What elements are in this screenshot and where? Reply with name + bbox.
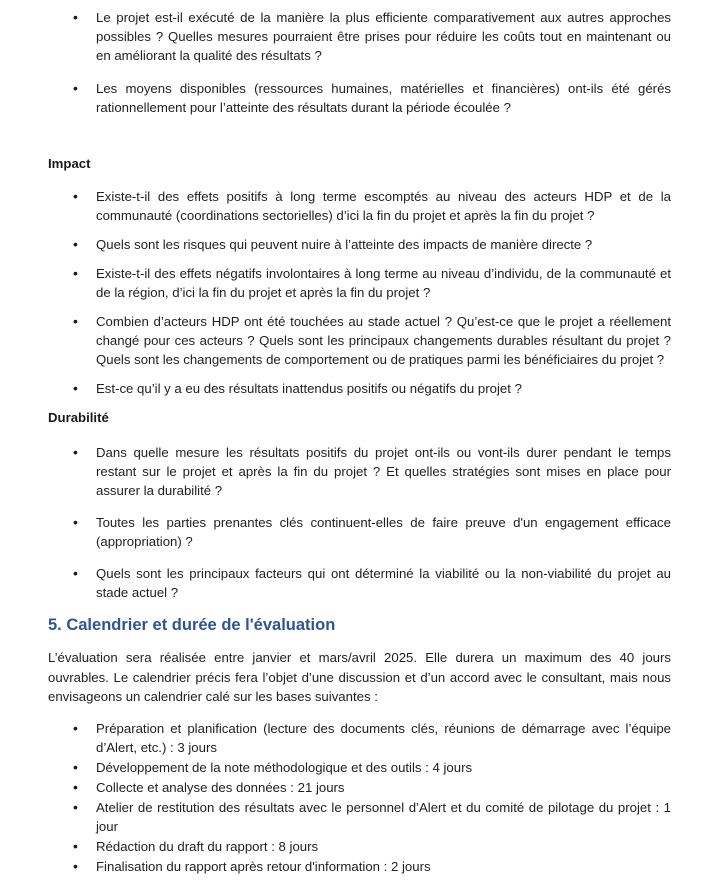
bullet-icon: • xyxy=(73,380,78,396)
list-item xyxy=(0,513,711,551)
schedule-text: Collecte et analyse des données : 21 jours xyxy=(96,780,345,795)
question-text: Quels sont les principaux facteurs qui ont déterminé la viabilité ou la non-viabilité du projet au stade actuel ? xyxy=(96,566,671,600)
question-text: Existe-t-il des effets négatifs involontaires à long terme au niveau d’individu, de la communauté et de la région, d’ici la fin du projet et après la fin du projet ? xyxy=(96,266,671,300)
bullet-icon: • xyxy=(73,313,78,329)
bullet-icon: • xyxy=(73,720,78,736)
bullet-icon: • xyxy=(73,514,78,530)
list-item xyxy=(0,264,711,302)
list-item xyxy=(0,857,711,876)
list-item xyxy=(0,8,711,65)
schedule-text: Développement de la note méthodologique et des outils : 4 jours xyxy=(96,760,473,775)
calendar-paragraph: L’évaluation sera réalisée entre janvier et mars/avril 2025. Elle durera un maximum des 40 jours ouvrables. Le calendrier précis fera l’objet d’une discussion et d’un accord avec le consultant, mais nous envisageons un calendrier calé sur les bases suivantes : xyxy=(48,650,671,704)
question-text: Dans quelle mesure les résultats positifs du projet ont-ils ou vont-ils durer pendant le temps restant sur le projet et après la fin du projet ? Et quelles stratégies sont mises en place pour assurer la durabilité ? xyxy=(96,445,671,498)
list-item xyxy=(0,837,711,856)
question-text: Le projet est-il exécuté de la manière la plus efficiente comparativement aux autres approches possibles ? Quelles mesures pourraient être prises pour réduire les coûts tout en maintenant ou en améliorant la qualité des résultats ? xyxy=(96,10,671,63)
bullet-icon: • xyxy=(73,188,78,204)
bullet-icon: • xyxy=(73,236,78,252)
question-text: Existe-t-il des effets positifs à long terme escomptés au niveau des acteurs HDP et de la communauté (coordinations sectorielles) d’ici la fin du projet et après la fin du projet ? xyxy=(96,189,671,223)
list-item xyxy=(0,379,711,398)
list-item xyxy=(0,778,711,797)
bullet-icon: • xyxy=(73,9,78,25)
list-item xyxy=(0,443,711,500)
bullet-icon: • xyxy=(73,759,78,775)
bullet-icon: • xyxy=(73,779,78,795)
schedule-text: Atelier de restitution des résultats avec le personnel d’Alert et du comité de pilotage du projet : 1 jour xyxy=(96,800,671,834)
list-item xyxy=(0,187,711,225)
list-item xyxy=(0,564,711,602)
bullet-icon: • xyxy=(73,858,78,874)
list-item xyxy=(0,798,711,836)
list-item xyxy=(0,719,711,757)
question-text: Les moyens disponibles (ressources humaines, matérielles et financières) ont-ils été gérés rationnellement pour l’atteinte des résultats durant la période écoulée ? xyxy=(96,81,671,115)
question-text: Est-ce qu’il y a eu des résultats inattendus positifs ou négatifs du projet ? xyxy=(96,381,522,396)
schedule-text: Préparation et planification (lecture des documents clés, réunions de démarrage avec l’équipe d’Alert, etc.) : 3 jours xyxy=(96,721,671,755)
list-item xyxy=(0,312,711,369)
list-item xyxy=(0,235,711,254)
bullet-icon: • xyxy=(73,80,78,96)
question-text: Toutes les parties prenantes clés continuent-elles de faire preuve d'un engagement efficace (appropriation) ? xyxy=(96,515,671,549)
calendar-list xyxy=(0,719,711,876)
bullet-icon: • xyxy=(73,265,78,281)
bullet-icon: • xyxy=(73,799,78,815)
bullet-icon: • xyxy=(73,838,78,854)
schedule-text: Rédaction du draft du rapport : 8 jours xyxy=(96,839,319,854)
section-title: 5. Calendrier et durée de l'évaluation xyxy=(48,616,336,634)
list-item xyxy=(0,758,711,777)
durabilite-heading: Durabilité xyxy=(48,410,109,425)
schedule-text: Finalisation du rapport après retour d'information : 2 jours xyxy=(96,859,431,874)
impact-list xyxy=(0,187,711,398)
durabilite-list xyxy=(0,443,711,602)
impact-heading: Impact xyxy=(48,156,91,171)
question-text: Quels sont les risques qui peuvent nuire à l’atteinte des impacts de manière directe ? xyxy=(96,237,593,252)
question-text: Combien d’acteurs HDP ont été touchées au stade actuel ? Qu’est-ce que le projet a réellement changé pour ces acteurs ? Quels sont les principaux changements durables résultant du projet ? Quels sont les changements de comportement ou de pratiques parmi les bénéficiaires du projet ? xyxy=(96,314,671,367)
efficiency-list xyxy=(0,8,711,117)
list-item xyxy=(0,79,711,117)
bullet-icon: • xyxy=(73,444,78,460)
bullet-icon: • xyxy=(73,565,78,581)
